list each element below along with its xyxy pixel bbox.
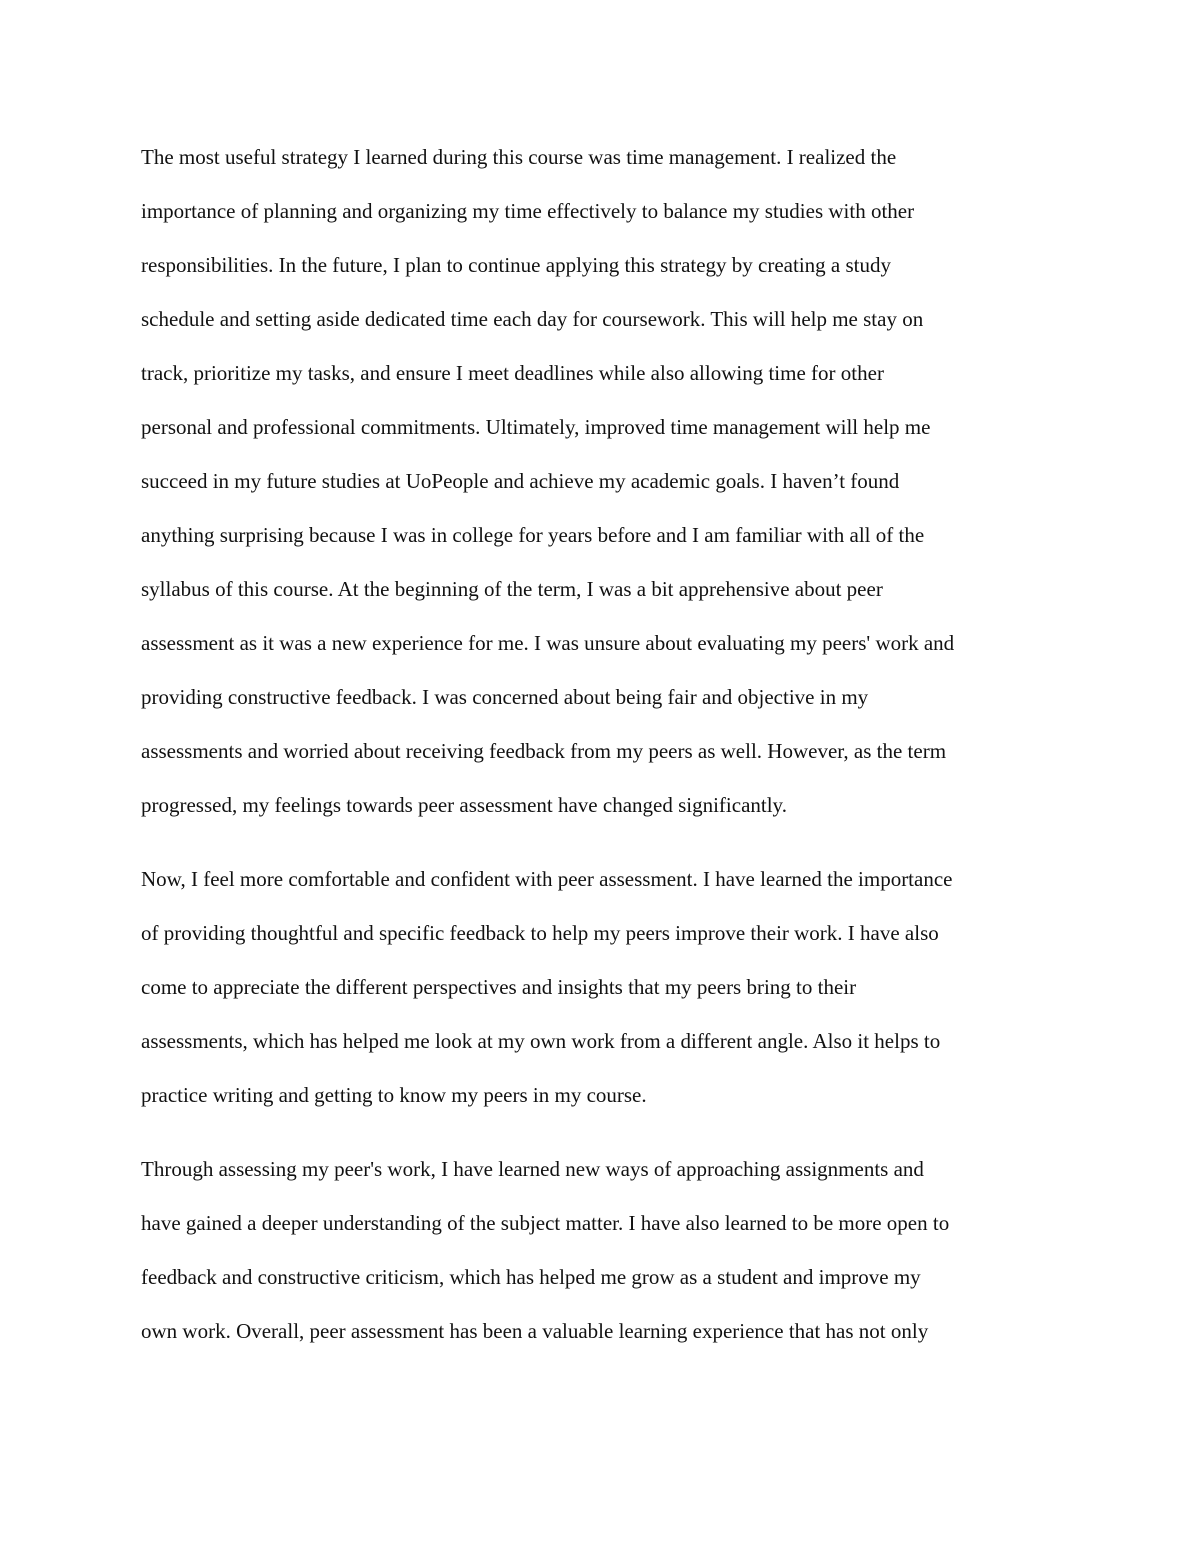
text-line: The most useful strategy I learned during this course was time management. I realized the xyxy=(141,145,897,169)
text-line: Now, I feel more comfortable and confident with peer assessment. I have learned the importance xyxy=(141,867,953,891)
text-line: importance of planning and organizing my time effectively to balance my studies with other xyxy=(141,199,915,223)
text-line: of providing thoughtful and specific feedback to help my peers improve their work. I have also xyxy=(141,921,939,945)
text-line: schedule and setting aside dedicated time each day for coursework. This will help me stay on xyxy=(141,307,924,331)
text-line: practice writing and getting to know my peers in my course. xyxy=(141,1083,647,1107)
text-line: Through assessing my peer's work, I have learned new ways of approaching assignments and xyxy=(141,1157,924,1181)
text-line: responsibilities. In the future, I plan to continue applying this strategy by creating a study xyxy=(141,253,892,277)
text-line: own work. Overall, peer assessment has been a valuable learning experience that has not only xyxy=(141,1319,929,1343)
text-line: progressed, my feelings towards peer assessment have changed significantly. xyxy=(141,793,787,817)
text-line: assessments, which has helped me look at my own work from a different angle. Also it helps to xyxy=(141,1029,941,1053)
text-line: come to appreciate the different perspectives and insights that my peers bring to their xyxy=(141,975,857,999)
text-line: succeed in my future studies at UoPeople and achieve my academic goals. I haven’t found xyxy=(141,469,900,493)
text-line: assessment as it was a new experience for me. I was unsure about evaluating my peers' work and xyxy=(141,631,955,655)
text-line: feedback and constructive criticism, which has helped me grow as a student and improve my xyxy=(141,1265,921,1289)
paragraph-2 xyxy=(141,862,1060,1132)
text-line: providing constructive feedback. I was concerned about being fair and objective in my xyxy=(141,685,869,709)
text-line: personal and professional commitments. Ultimately, improved time management will help me xyxy=(141,415,931,439)
text-line: syllabus of this course. At the beginning of the term, I was a bit apprehensive about peer xyxy=(141,577,883,601)
paragraph-1 xyxy=(141,140,1060,842)
paragraph-3 xyxy=(141,1152,1060,1368)
text-line: have gained a deeper understanding of the subject matter. I have also learned to be more open to xyxy=(141,1211,950,1235)
text-line: anything surprising because I was in college for years before and I am familiar with all of the xyxy=(141,523,925,547)
text-line: track, prioritize my tasks, and ensure I meet deadlines while also allowing time for other xyxy=(141,361,884,385)
text-line: assessments and worried about receiving feedback from my peers as well. However, as the term xyxy=(141,739,947,763)
